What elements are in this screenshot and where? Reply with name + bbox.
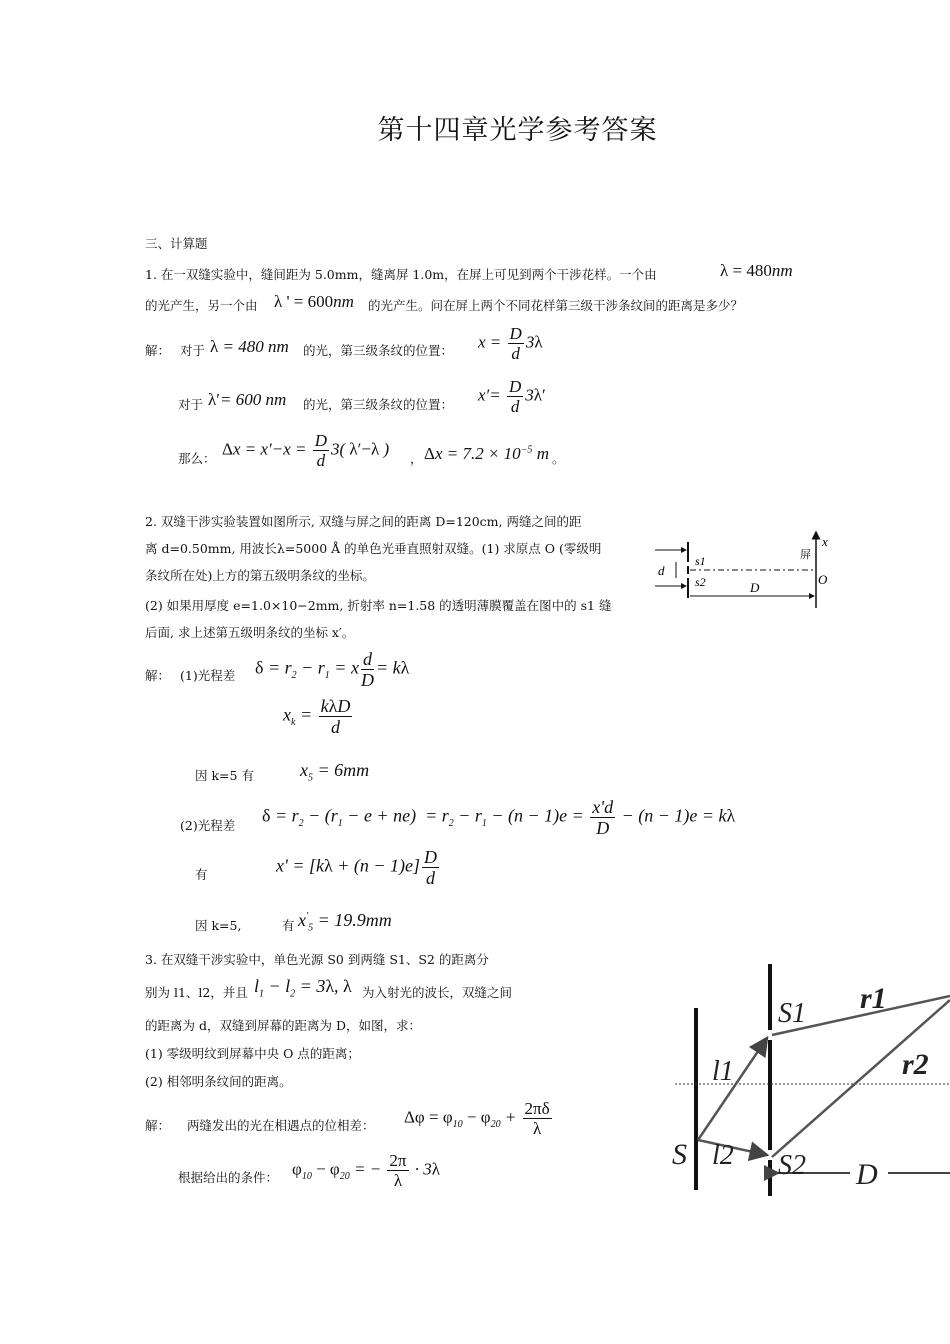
p1-s1b: 的光，第三级条纹的位置： <box>303 343 454 358</box>
p2-k5b-you: 有 <box>282 918 295 933</box>
double-slit-figure-small <box>650 528 850 616</box>
fig2-screen: 屏 <box>800 549 811 561</box>
fig3-S1: S1 <box>778 998 806 1029</box>
p3-s1-eq: $\Delta\varphi = \varphi_{10} - \varphi_{20}$ + $\frac{2\pi\delta}{\lambda}$ <box>404 1099 550 1138</box>
p3-s2a: 根据给出的条件： <box>178 1170 279 1185</box>
ray-l1 <box>698 1038 767 1140</box>
p2-k5b-label: 因 k=5, <box>195 918 242 933</box>
p1-s3-eq1: Δx = x′−x = $\frac{D}{d}$ 3( λ′−λ ) <box>222 431 390 470</box>
p3-s2-eq: $\varphi_{10} - \varphi_{20}$ = − $\frac{2\pi}{\lambda}$ · 3λ <box>292 1151 441 1190</box>
p3-solution-label: 解： <box>145 1118 171 1133</box>
p1-line1: 1. 在一双缝实验中，缝间距为 5.0mm，缝离屏 1.0m，在屏上可见到两个干涉花样。一个由 <box>145 267 657 282</box>
p1-lambda2: λ ' = 600nm <box>274 292 354 311</box>
p2-k5-label: 因 k=5 有 <box>195 768 254 783</box>
p3-q1: (1) 零级明纹到屏幕中央 O 点的距离； <box>145 1046 360 1061</box>
p1-line2b: 的光产生。问在屏上两个不同花样第三级干涉条纹间的距离是多少？ <box>368 298 744 313</box>
fig3-r2: r2 <box>902 1048 929 1081</box>
p2-x5-eq: $x_5 = 6mm$ <box>300 760 370 784</box>
p3-line2b: 为入射光的波长，双缝之间 <box>362 985 513 1000</box>
p3-line2-math: $l_1 - l_2 = 3\lambda$, λ <box>254 976 352 1000</box>
p2-line4: (2) 如果用厚度 e=1.0×10−2mm, 折射率 n=1.58 的透明薄膜覆盖在图中的 s1 缝 <box>145 598 612 613</box>
p2-line1: 2. 双缝干涉实验装置如图所示, 双缝与屏之间的距离 D=120cm, 两缝之间的距 <box>145 514 582 529</box>
fig2-d: d <box>658 563 665 578</box>
p1-s3-end: 。 <box>552 451 565 466</box>
page-title: 第十四章光学参考答案 <box>377 115 658 146</box>
p1-line2a: 的光产生，另一个由 <box>145 298 258 313</box>
fig3-S2: S2 <box>778 1150 806 1181</box>
fig3-l2: l2 <box>712 1140 734 1171</box>
p2-delta2-eq: $\delta = r_2 - (r_1 - e + ne) = r_2 - r_1 - (n - 1)e$ = $\frac{x'd}{D}$ − (n − 1)e = kλ <box>262 797 736 838</box>
p1-solution-label: 解： <box>145 343 171 358</box>
p3-q2: (2) 相邻明条纹间的距离。 <box>145 1074 292 1089</box>
p1-s3-sep: ， <box>410 451 423 466</box>
p3-line3: 的距离为 d，双缝到屏幕的距离为 D，如图，求： <box>145 1018 421 1033</box>
fig2-s2: s2 <box>695 575 706 589</box>
p2-part2-label: (2)光程差 <box>180 818 236 833</box>
p2-x5p-eq: $x'_5 = 19.9mm$ <box>298 910 392 934</box>
p2-you-label: 有 <box>195 867 208 882</box>
double-slit-figure-large <box>660 960 950 1200</box>
p1-lambda1: λ = 480nm <box>720 261 793 280</box>
p1-s1a: 对于 <box>180 343 206 358</box>
p2-delta-eq: $\delta = r_2 - r_1 = x$ $\frac{d}{D}$ = kλ <box>255 649 410 690</box>
fig2-D: D <box>750 580 760 595</box>
fig3-D: D <box>856 1158 878 1191</box>
section-heading: 三、计算题 <box>145 236 208 251</box>
p3-line1: 3. 在双缝干涉实验中，单色光源 S0 到两缝 S1、S2 的距离分 <box>145 952 489 967</box>
p3-s1a: 两缝发出的光在相遇点的位相差： <box>187 1118 375 1133</box>
fig3-l1: l1 <box>712 1056 734 1087</box>
p1-s2a: 对于 <box>178 397 204 412</box>
p2-solution-label: 解： <box>145 668 171 683</box>
fig2-x: x <box>822 534 828 549</box>
p1-s2b: 的光，第三级条纹的位置： <box>303 397 454 412</box>
p2-line3: 条纹所在处)上方的第五级明条纹的坐标。 <box>145 568 375 583</box>
p1-s3a: 那么： <box>178 451 216 466</box>
p2-line2: 离 d=0.50mm, 用波长λ=5000 Å 的单色光垂直照射双缝。(1) 求原点 O (零级明 <box>145 541 602 556</box>
p1-s1-eq: x = $\frac{D}{d}$ 3λ <box>478 324 543 363</box>
p1-s1-math: λ = 480 nm <box>210 337 289 356</box>
p1-s2-math: λ′= 600 nm <box>208 390 287 409</box>
fig2-O: O <box>818 572 828 587</box>
p1-s3-eq2: $\Delta x = 7.2 \times 10^{-5}$ m <box>424 444 549 463</box>
p3-line2a: 别为 l1、l2，并且 <box>145 985 248 1000</box>
fig3-r1: r1 <box>860 982 887 1015</box>
p2-xp-eq: x' = [kλ + (n − 1)e] $\frac{D}{d}$ <box>276 847 437 888</box>
p2-part1-label: (1)光程差 <box>180 668 236 683</box>
fig3-S: S <box>672 1138 687 1171</box>
p1-s2-eq: x′= $\frac{D}{d}$ 3λ′ <box>478 377 546 416</box>
fig2-s1: s1 <box>695 554 706 568</box>
p2-line5: 后面, 求上述第五级明条纹的坐标 x′。 <box>145 625 355 640</box>
p2-xk-eq: $x_k$ = $\frac{\text{kλD}}{d}$ <box>283 696 351 737</box>
